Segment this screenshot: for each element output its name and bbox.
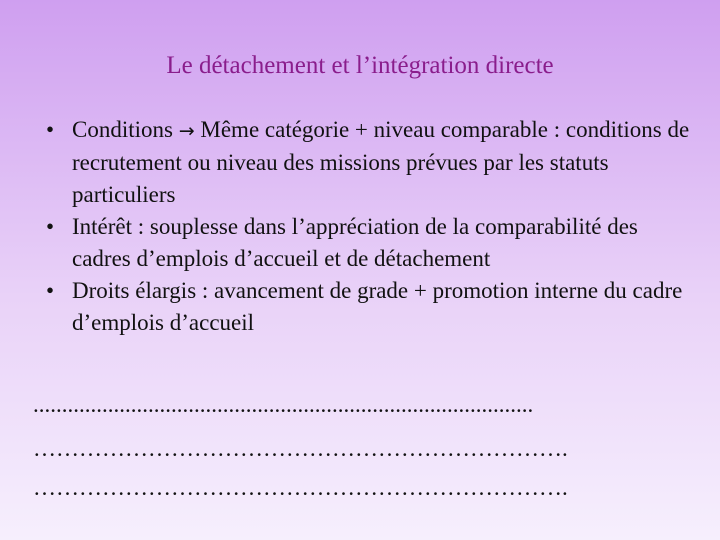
bullet-lead-text: Conditions <box>72 117 173 142</box>
slide-title: Le détachement et l’intégration directe <box>166 52 554 79</box>
bullet-text: Droits élargis : avancement de grade + promotion interne du cadre d’emplois d’accueil <box>72 278 683 335</box>
bullet-dot-icon: • <box>45 278 55 303</box>
bullet-item-conditions <box>40 114 700 211</box>
bullet-item-interet <box>40 211 700 275</box>
bullet-dot-icon: • <box>45 214 55 239</box>
bullet-dot-icon: • <box>45 117 55 142</box>
bullet-item-droits <box>40 275 700 339</box>
dotted-line: ……………………………………………………………. <box>33 436 568 461</box>
dotted-line: ....................................................................................... <box>33 392 534 417</box>
arrow-right-icon: → <box>178 120 195 142</box>
bullet-text: Même catégorie + niveau comparable : conditions de recrutement ou niveau des missions prévues par les statuts particuliers <box>72 117 690 207</box>
bullet-list <box>40 114 700 339</box>
dotted-line: ……………………………………………………………. <box>33 475 568 500</box>
bullet-text: Intérêt : souplesse dans l’appréciation de la comparabilité des cadres d’emplois d’accueil et de détachement <box>72 214 638 271</box>
